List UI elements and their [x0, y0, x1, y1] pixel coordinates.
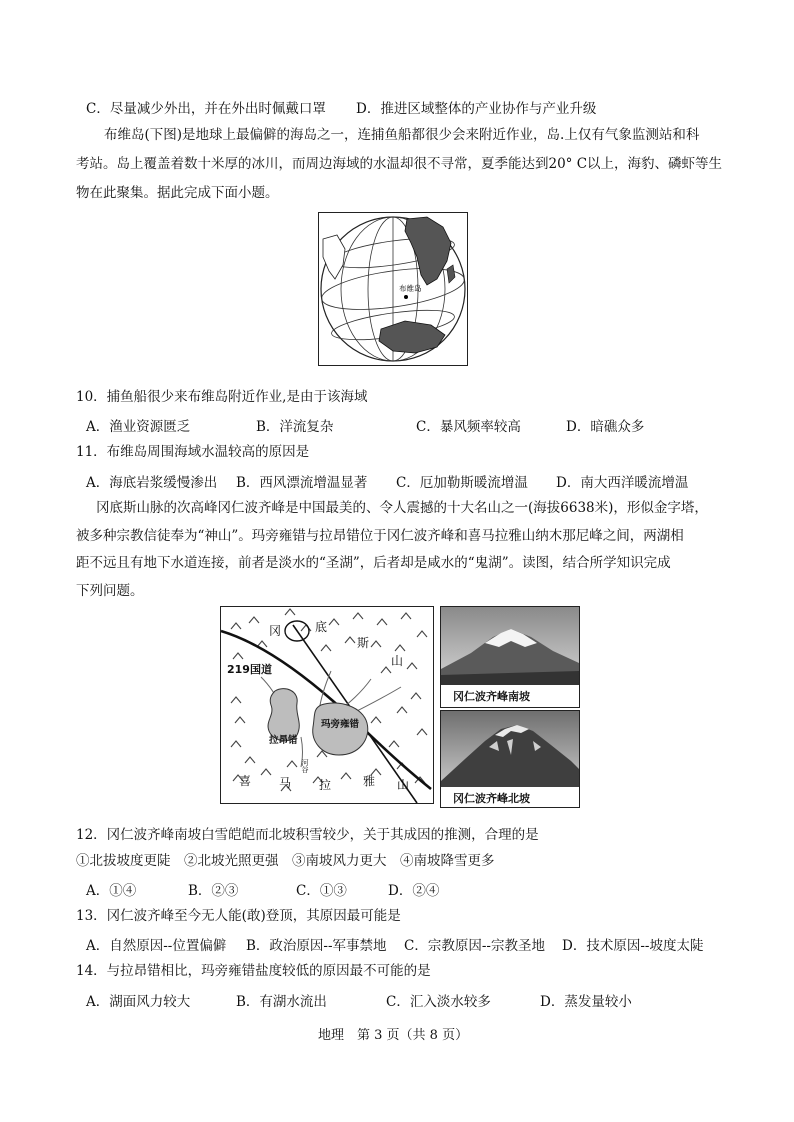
- q13-option-c: C．宗教原因--宗教圣地: [404, 938, 545, 954]
- island-label: 布维岛: [399, 284, 422, 293]
- q12-option-b: B．②③: [188, 883, 239, 899]
- q12-option-c: C．①③: [296, 883, 347, 899]
- passage2-line4: 下列问题。: [76, 583, 144, 599]
- map-label-shan-top: 山: [391, 654, 404, 668]
- option-c: C．尽量减少外出，并在外出时佩戴口罩: [86, 101, 326, 117]
- map-label-lake-small: 拉昂错: [269, 735, 298, 746]
- q10-stem: 10．捕鱼船很少来布维岛附近作业,是由于该海域: [76, 389, 368, 405]
- q13-option-a: A．自然原因--位置偏僻: [86, 938, 227, 954]
- north-slope-photo: [440, 710, 580, 808]
- map-label-channel: 河谷: [301, 759, 309, 773]
- map-label-xi: 喜: [239, 774, 252, 788]
- q13-option-b: B．政治原因--军事禁地: [246, 938, 387, 954]
- q11-option-a: A．海底岩浆缓慢渗出: [86, 475, 218, 491]
- north-slope-caption: 冈仁波齐峰北坡: [453, 792, 530, 805]
- map-label-ma: 马: [279, 776, 292, 790]
- option-d: D．推进区域整体的产业协作与产业升级: [356, 101, 597, 117]
- map-label-di: 底: [315, 620, 328, 634]
- north-slope-image: [441, 711, 579, 787]
- mountain-symbols: [231, 609, 427, 791]
- map-label-ya: 雅: [363, 774, 376, 788]
- south-slope-photo: [440, 606, 580, 708]
- q11-option-b: B．西风漂流增温显著: [236, 475, 368, 491]
- map-label-lake-big: 玛旁雍错: [321, 719, 360, 730]
- mount-kailash-map: [220, 606, 434, 804]
- q12-items: ①北拔坡度更陡 ②北坡光照更强 ③南坡风力更大 ④南坡降雪更多: [76, 853, 495, 869]
- page-footer: 地理 第 3 页（共 8 页）: [318, 1028, 469, 1043]
- passage2-line1: 冈底斯山脉的次高峰冈仁波齐峰是中国最美的、令人震撼的十大名山之一(海拔6638米)，形似金字塔，: [96, 500, 708, 516]
- south-slope-image: [441, 607, 579, 685]
- q10-option-b: B．洋流复杂: [256, 419, 334, 435]
- map-label-gang: 冈: [269, 624, 282, 638]
- globe-graticule: [319, 213, 467, 365]
- bouvet-island-dot: [404, 295, 408, 299]
- q12-option-a: A．①④: [86, 883, 137, 899]
- q12-option-d: D．②④: [388, 883, 440, 899]
- q10-option-a: A．渔业资源匮乏: [86, 419, 191, 435]
- globe-map: [318, 212, 468, 366]
- q12-stem: 12．冈仁波齐峰南坡白雪皑皑而北坡积雪较少，关于其成因的推测，合理的是: [76, 827, 539, 843]
- q11-stem: 11．布维岛周围海域水温较高的原因是: [76, 444, 310, 460]
- q14-option-d: D．蒸发量较小: [540, 994, 632, 1010]
- passage1-line2: 考站。岛上覆盖着数十米厚的冰川，而周边海域的水温却很不寻常，夏季能达到20° C以上，海豹、磷虾等生: [76, 156, 723, 172]
- map-label-road: 219国道: [227, 663, 272, 676]
- q14-option-a: A．湖面风力较大: [86, 994, 191, 1010]
- q14-option-c: C．汇入淡水较多: [386, 994, 491, 1010]
- q13-option-d: D．技术原因--坡度太陡: [562, 938, 704, 954]
- lake-la-ang-co: [268, 689, 299, 741]
- map-drawing: [221, 607, 433, 803]
- q14-stem: 14．与拉昂错相比，玛旁雍错盐度较低的原因最不可能的是: [76, 963, 431, 979]
- q13-stem: 13．冈仁波齐峰至今无人能(敢)登顶，其原因最可能是: [76, 908, 401, 924]
- passage1-line3: 物在此聚集。据此完成下面小题。: [76, 185, 279, 201]
- passage1-line1: 布维岛(下图)是地球上最偏僻的海岛之一，连捕鱼船都很少会来附近作业，岛.上仅有气象监测站和科: [104, 127, 700, 143]
- q10-option-c: C．暴风频率较高: [416, 419, 521, 435]
- passage2-line3: 距不远且有地下水道连接，前者是淡水的“圣湖”，后者却是咸水的“鬼湖”。读图，结合所学知识完成: [76, 555, 671, 571]
- map-label-la: 拉: [319, 778, 332, 792]
- q11-option-c: C．厄加勒斯暖流增温: [396, 475, 528, 491]
- passage2-line2: 被多种宗教信徒奉为“神山”。玛旁雍错与拉昂错位于冈仁波齐峰和喜马拉雅山纳木那尼峰之间，两湖相: [76, 528, 684, 544]
- south-slope-caption: 冈仁波齐峰南坡: [453, 690, 530, 703]
- q14-option-b: B．有湖水流出: [236, 994, 327, 1010]
- map-label-si: 斯: [357, 636, 370, 650]
- q10-option-d: D．暗礁众多: [566, 419, 645, 435]
- map-label-shan-bottom: 山: [397, 778, 410, 792]
- q11-option-d: D．南大西洋暖流增温: [556, 475, 689, 491]
